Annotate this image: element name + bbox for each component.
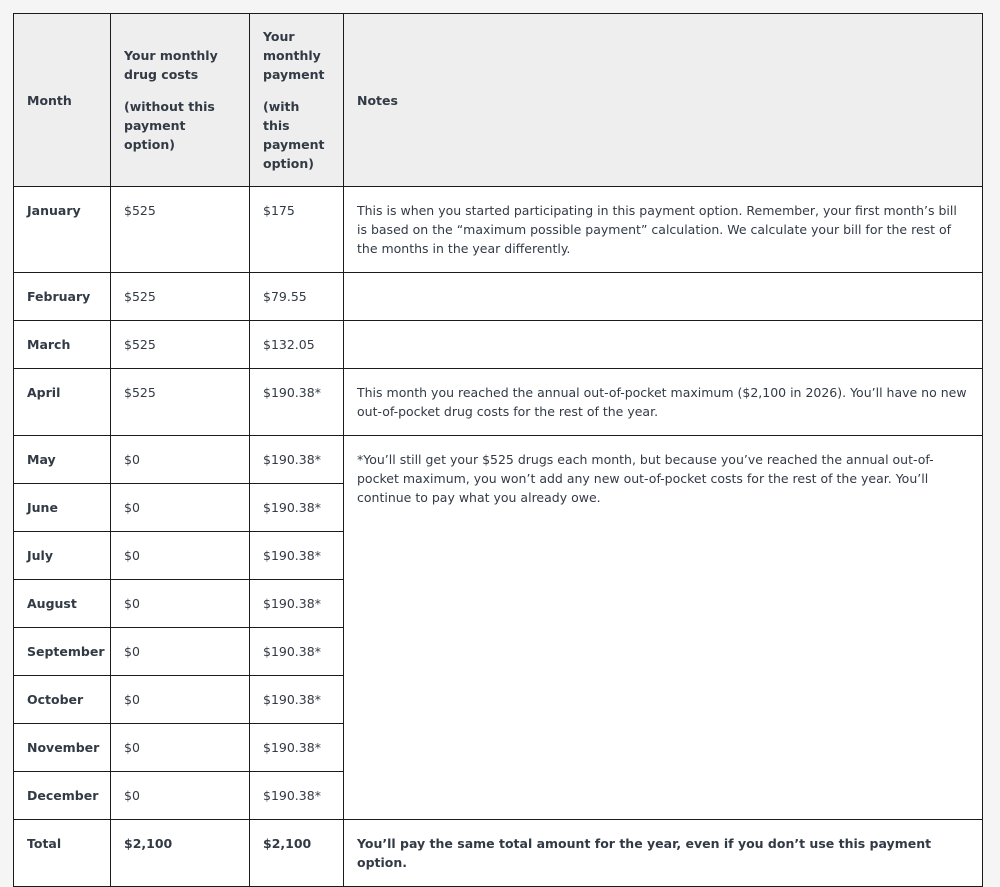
row-monthly-payment: $79.55 xyxy=(250,273,344,321)
row-drug-costs: $0 xyxy=(111,724,250,772)
row-month: January xyxy=(14,187,111,273)
row-notes: This is when you started participating in this payment option. Remember, your first month’s bill is based on the “maximum possible payment” calculation. We calculate your bill for the rest of the months in the year differently. xyxy=(344,187,983,273)
row-notes xyxy=(344,273,983,321)
header-month-label: Month xyxy=(27,92,72,108)
table-row xyxy=(14,369,983,436)
row-monthly-payment: $190.38* xyxy=(250,628,344,676)
row-drug-costs: $0 xyxy=(111,580,250,628)
payment-schedule-table xyxy=(13,13,983,887)
row-notes xyxy=(344,321,983,369)
row-month: September xyxy=(14,628,111,676)
table-header-row xyxy=(14,14,983,187)
header-month xyxy=(14,14,111,187)
header-drug-costs-sublabel: (without this payment option) xyxy=(124,99,215,152)
row-monthly-payment: $190.38* xyxy=(250,724,344,772)
row-monthly-payment: $190.38* xyxy=(250,436,344,484)
total-drug-costs: $2,100 xyxy=(111,820,250,887)
row-month: May xyxy=(14,436,111,484)
row-month: April xyxy=(14,369,111,436)
row-month: November xyxy=(14,724,111,772)
row-monthly-payment: $175 xyxy=(250,187,344,273)
row-month: December xyxy=(14,772,111,820)
row-drug-costs: $525 xyxy=(111,321,250,369)
header-monthly-payment-label: Your monthly payment xyxy=(263,29,325,82)
row-drug-costs: $0 xyxy=(111,532,250,580)
row-monthly-payment: $190.38* xyxy=(250,580,344,628)
row-month: August xyxy=(14,580,111,628)
total-monthly-payment: $2,100 xyxy=(250,820,344,887)
payment-table-container xyxy=(13,13,982,887)
row-month: June xyxy=(14,484,111,532)
header-monthly-payment xyxy=(250,14,344,187)
table-row xyxy=(14,321,983,369)
row-month: October xyxy=(14,676,111,724)
row-drug-costs: $0 xyxy=(111,676,250,724)
row-drug-costs: $0 xyxy=(111,628,250,676)
row-month: March xyxy=(14,321,111,369)
row-month: February xyxy=(14,273,111,321)
row-monthly-payment: $190.38* xyxy=(250,532,344,580)
header-monthly-payment-sublabel: (with this payment option) xyxy=(263,99,325,171)
total-label: Total xyxy=(14,820,111,887)
table-row xyxy=(14,273,983,321)
row-monthly-payment: $132.05 xyxy=(250,321,344,369)
row-monthly-payment: $190.38* xyxy=(250,772,344,820)
table-row xyxy=(14,436,983,484)
row-notes: This month you reached the annual out-of-pocket maximum ($2,100 in 2026). You’ll have no new out-of-pocket drug costs for the rest of the year. xyxy=(344,369,983,436)
header-notes xyxy=(344,14,983,187)
header-notes-label: Notes xyxy=(357,92,398,108)
row-notes-merged: *You’ll still get your $525 drugs each month, but because you’ve reached the annual out-of-pocket maximum, you won’t add any new out-of-pocket costs for the rest of the year. You’ll continue to pay what you already owe. xyxy=(344,436,983,820)
row-drug-costs: $0 xyxy=(111,484,250,532)
table-total-row xyxy=(14,820,983,887)
row-drug-costs: $0 xyxy=(111,772,250,820)
row-monthly-payment: $190.38* xyxy=(250,484,344,532)
row-month: July xyxy=(14,532,111,580)
total-notes: You’ll pay the same total amount for the year, even if you don’t use this payment option. xyxy=(344,820,983,887)
row-monthly-payment: $190.38* xyxy=(250,369,344,436)
row-drug-costs: $525 xyxy=(111,369,250,436)
row-monthly-payment: $190.38* xyxy=(250,676,344,724)
header-drug-costs-label: Your monthly drug costs xyxy=(124,48,218,82)
row-drug-costs: $0 xyxy=(111,436,250,484)
row-drug-costs: $525 xyxy=(111,187,250,273)
row-drug-costs: $525 xyxy=(111,273,250,321)
table-row xyxy=(14,187,983,273)
header-drug-costs xyxy=(111,14,250,187)
